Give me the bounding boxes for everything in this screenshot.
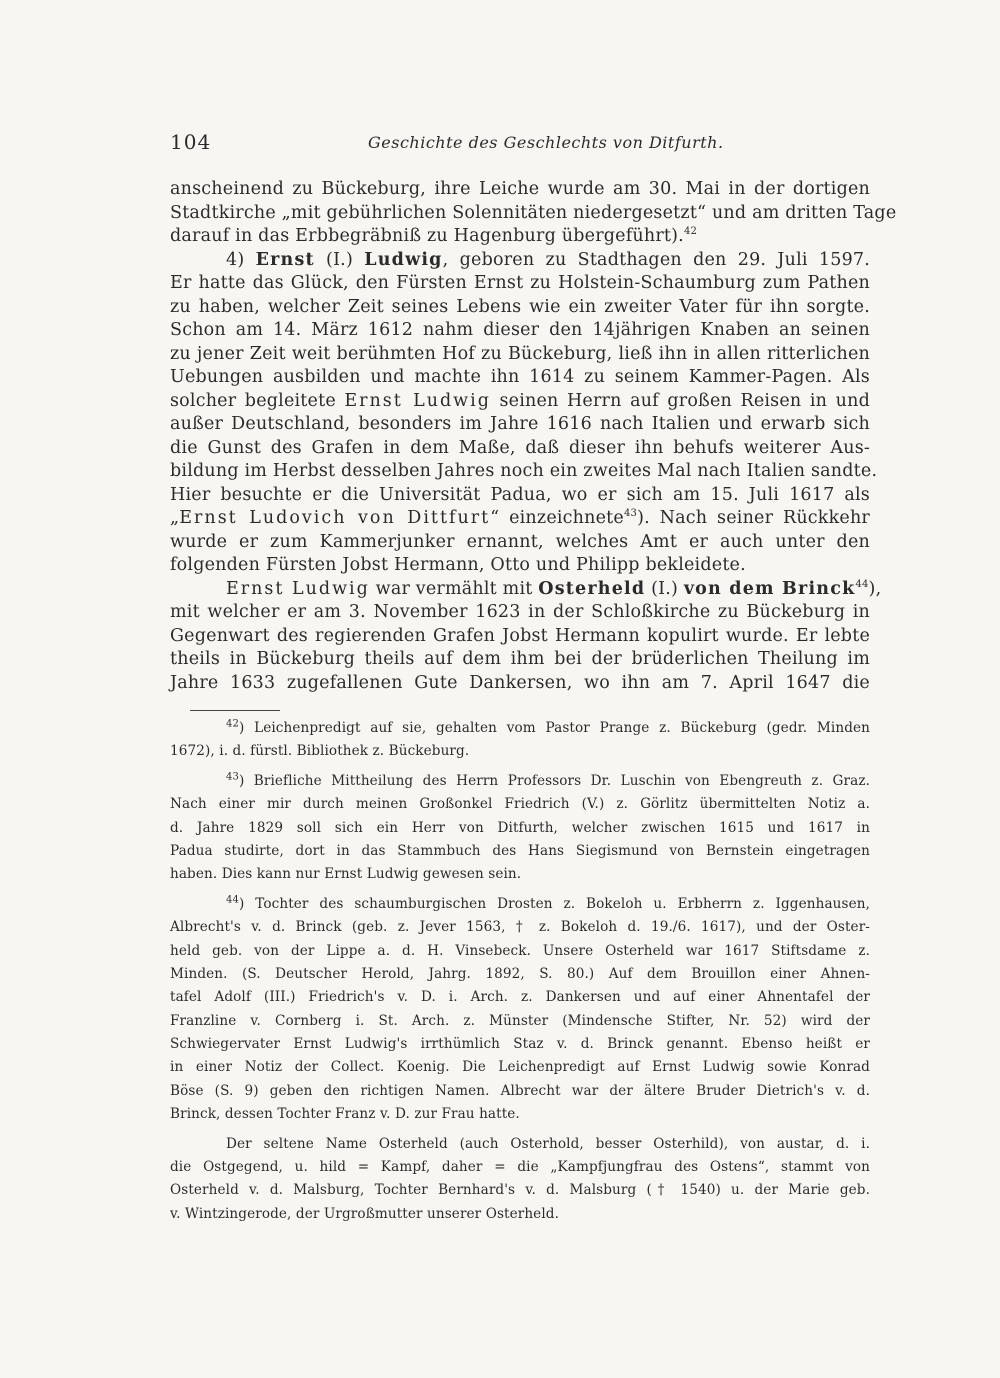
text-line <box>170 249 870 273</box>
text-run: in einer Notiz der Collect. Koenig. Die Leichenpredigt auf Ernst Ludwig sowie Konrad <box>170 1059 870 1076</box>
text-run: , geboren zu Stadthagen den 29. Juli 1597. <box>442 249 870 270</box>
footnote-line <box>170 1156 870 1179</box>
footnote-marker: 44 <box>226 894 239 906</box>
person-name: Ernst Ludovich von Dittfurt <box>179 508 491 528</box>
footnote-line <box>170 916 870 939</box>
footnote-line <box>170 963 870 986</box>
text-run: solcher begleitete <box>170 390 345 411</box>
footnote-line <box>170 1010 870 1033</box>
text-run: Schwiegervater Ernst Ludwig's irrthümlich Staz v. d. Brinck genannt. Ebenso heißt er <box>170 1036 870 1053</box>
person-name: von dem Brinck <box>683 578 856 599</box>
text-run: Franzline v. Cornberg i. St. Arch. z. Münster (Mindensche Stifter, Nr. 52) wird der <box>170 1012 870 1029</box>
text-run: v. Wintzingerode, der Urgroßmutter unserer Osterheld. <box>170 1205 559 1222</box>
text-line: mit welcher er am 3. November 1623 in der Schloßkirche zu Bückeburg in <box>170 602 870 622</box>
text-line <box>170 578 882 602</box>
text-run: ) <box>238 895 256 912</box>
text-run: Padua studirte, dort in das Stammbuch des Hans Siegismund von Bernstein eingetragen <box>170 842 870 859</box>
text-run: Böse (S. 9) geben den richtigen Namen. Albrecht war der ältere Bruder Dietrich's v. d. <box>170 1082 870 1099</box>
footnote-line <box>170 940 870 963</box>
text-run: Briefliche Mittheilung des Herrn Professors Dr. Luschin von Ebengreuth z. Graz. <box>253 772 870 789</box>
text-line: bildung im Herbst desselben Jahres noch ein zweites Mal nach Italien sandte. <box>170 461 878 481</box>
footnote-line <box>170 1080 870 1103</box>
text-run: Nach einer mir durch meinen Großonkel Friedrich (V.) z. Görlitz übermittelten Notiz a. <box>170 796 870 813</box>
text-run: ), <box>868 578 882 599</box>
text-line: Jahre 1633 zugefallenen Gute Dankersen, wo ihn am 7. April 1647 die <box>170 672 870 693</box>
text-line: außer Deutschland, besonders im Jahre 1616 nach Italien und erwarb sich <box>170 414 870 434</box>
footnote-rule <box>190 710 280 711</box>
text-run: darauf in das Erbbegräbniß zu Hagenburg übergeführt <box>170 226 672 246</box>
footnote-marker: 42 <box>226 718 239 730</box>
footnotes <box>170 717 870 1232</box>
text-run: tafel Adolf (III.) Friedrich's v. D. i. Arch. z. Dankersen und auf einer Ahnentafel der <box>170 989 870 1006</box>
text-run: (I.) <box>645 578 684 599</box>
text-run: “ einzeichnete <box>490 508 624 528</box>
footnote-ref: 43 <box>623 508 638 520</box>
text-line: zu haben, welcher Zeit seines Lebens wie ein zweiter Vater für ihn sorgte. <box>170 296 870 317</box>
text-run: seinen Herrn auf großen Reisen in und <box>490 390 870 411</box>
text-run: ). Nach seiner Rückkehr <box>637 508 870 528</box>
text-run: 1672), i. d. fürstl. Bibliothek z. Bückeburg. <box>170 743 470 760</box>
text-line: zu jener Zeit weit berühmten Hof zu Bückeburg, ließ ihn in allen ritterlichen <box>170 343 870 364</box>
footnote-line <box>170 770 870 793</box>
text-run: ) <box>238 772 254 789</box>
text-run: held geb. von der Lippe a. d. H. Vinsebeck. Unsere Osterheld war 1617 Stiftsdame z. <box>170 942 870 959</box>
main-text <box>170 178 897 695</box>
person-name: Ernst <box>255 249 315 270</box>
text-line: die Gunst des Grafen in dem Maße, daß dieser ihn behufs weiterer Aus- <box>170 437 870 458</box>
text-run: Der seltene Name Osterheld (auch Osterhold, besser Osterhild), von austar, d. i. <box>226 1135 870 1152</box>
footnote-line <box>170 793 870 816</box>
text-line: folgenden Fürsten Jobst Hermann, Otto und Philipp bekleidete. <box>170 555 746 575</box>
person-name: Osterheld <box>538 578 646 599</box>
footnote-line <box>170 840 870 863</box>
text-line: Schon am 14. März 1612 nahm dieser den 14jährigen Knaben an seinen <box>170 320 870 340</box>
footnote-line <box>170 1103 870 1126</box>
text-run: d. Jahre 1829 soll sich ein Herr von Ditfurth, welcher zwischen 1615 und 1617 in <box>170 819 870 836</box>
footnote-line <box>170 986 870 1009</box>
footnote-line <box>170 1203 870 1226</box>
text-line <box>170 390 870 414</box>
text-run: war vermählt mit <box>369 578 539 599</box>
footnote-line <box>170 1033 870 1056</box>
text-run: Albrecht's v. d. Brinck (geb. z. Jever 1563, † z. Bokeloh d. 19./6. 1617), und der Oster- <box>170 919 870 936</box>
footnote <box>170 717 870 764</box>
text-line: theils in Bückeburg theils auf dem ihm bei der brüderlichen Theilung im <box>170 649 870 669</box>
person-name: Ernst Ludwig <box>226 578 370 599</box>
footnote-line <box>170 863 870 886</box>
footnote <box>170 770 870 887</box>
text-run: die Ostgegend, u. hild = Kampf, daher = die „Kampfjungfrau des Ostens“, stammt von <box>170 1159 870 1176</box>
text-run: Leichenpredigt auf sie, gehalten vom Pastor Prange z. Bückeburg (gedr. Minden <box>254 720 871 736</box>
text-run: Brinck, dessen Tochter Franz v. D. zur Frau hatte. <box>170 1106 520 1123</box>
text-line: Uebungen ausbilden und machte ihn 1614 zu seinem Kammer-Pagen. Als <box>170 367 870 387</box>
footnote-line <box>170 740 870 763</box>
text-line <box>170 225 870 249</box>
footnote-line <box>170 717 870 740</box>
page-header <box>170 130 870 160</box>
footnote-marker: 43 <box>226 771 239 783</box>
text-run: Minden. (S. Deutscher Herold, Jahrg. 1892, S. 80.) Auf dem Brouillon einer Ahnen- <box>170 965 870 982</box>
footnote-line <box>170 1179 870 1202</box>
text-run: 4) <box>226 249 256 270</box>
text-run: ) <box>238 720 255 736</box>
text-run: Osterheld v. d. Malsburg, Tochter Bernhard's v. d. Malsburg († 1540) u. der Marie geb. <box>170 1182 870 1199</box>
person-name: Ernst Ludwig <box>344 390 491 411</box>
footnote <box>170 893 870 1127</box>
text-line <box>170 507 870 531</box>
footnote-line <box>170 893 870 916</box>
text-run: haben. Dies kann nur Ernst Ludwig gewesen sein. <box>170 866 522 883</box>
text-run: (I.) <box>314 249 365 270</box>
footnote-ref: 44 <box>855 578 869 590</box>
text-run: ). <box>671 226 684 246</box>
footnote-line <box>170 1133 870 1156</box>
running-title: Geschichte des Geschlechts von Ditfurth. <box>368 133 724 152</box>
page-number: 104 <box>170 130 212 154</box>
footnote-line <box>170 1056 870 1079</box>
text-line: Er hatte das Glück, den Fürsten Ernst zu Holstein-Schaumburg zum Pathen <box>170 273 870 293</box>
text-line: Hier besuchte er die Universität Padua, wo er sich am 15. Juli 1617 als <box>170 484 870 505</box>
footnote-ref: 42 <box>683 226 698 238</box>
text-run: „ <box>170 508 180 528</box>
text-line: Stadtkirche „mit gebührlichen Solennitäten niedergesetzt“ und am dritten Tage <box>170 202 897 223</box>
text-line: anscheinend zu Bückeburg, ihre Leiche wurde am 30. Mai in der dortigen <box>170 179 870 199</box>
text-line: Gegenwart des regierenden Grafen Jobst Hermann kopulirt wurde. Er lebte <box>170 625 870 646</box>
footnote <box>170 1133 870 1227</box>
text-run: Tochter des schaumburgischen Drosten z. Bokeloh u. Erbherrn z. Iggenhausen, <box>255 895 870 912</box>
text-line: wurde er zum Kammerjunker ernannt, welches Amt er auch unter den <box>170 531 870 552</box>
person-name: Ludwig <box>364 249 443 270</box>
footnote-line <box>170 817 870 840</box>
